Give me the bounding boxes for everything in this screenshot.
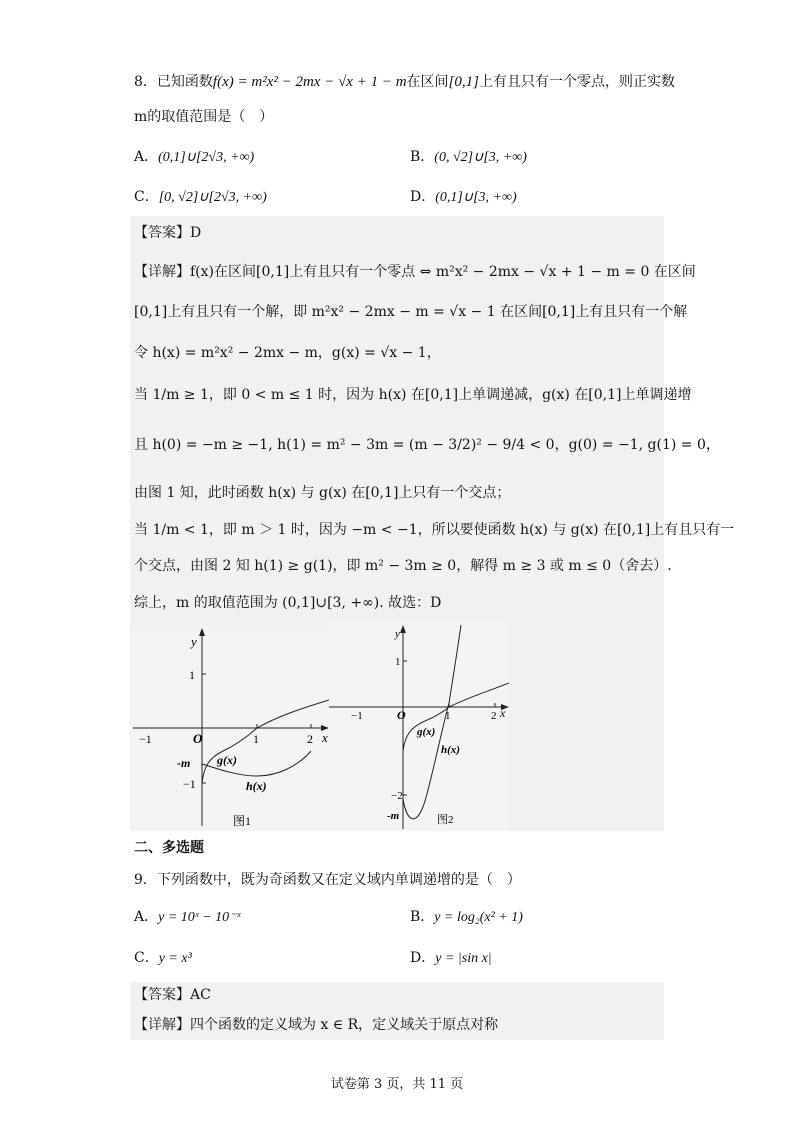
figure-1-graph (133, 626, 329, 831)
q9-answer: 【答案】AC (134, 987, 211, 1003)
figure-2 (329, 623, 509, 831)
option-label: A． (134, 909, 159, 925)
q8-option-b[interactable] (410, 146, 527, 166)
h-label: h(x) (441, 744, 460, 756)
figure-2-caption: 图2 (437, 814, 454, 826)
tick-label-y-neg2: −2 (391, 790, 403, 802)
tick-label-y-1: 1 (189, 668, 195, 682)
option-text: (0,1]∪[2√3, +∞) (158, 150, 255, 165)
option-text: y = x³ (158, 951, 192, 966)
tick-label-x-1: 1 (445, 710, 451, 722)
q8-stem-line2: m的取值范围是（ ） (134, 109, 274, 125)
q8-explain-line9: 综上，m 的取值范围为 (0,1]∪[3, +∞). 故选：D (134, 595, 442, 611)
q8-explain-line1: 【详解】f(x)在区间[0,1]上有且只有一个零点 ⇔ m²x² − 2mx − √x + 1 − m = 0 在区间 (134, 264, 696, 280)
option-label: D． (410, 950, 436, 966)
option-text: y = log₂(x² + 1) (434, 910, 523, 925)
tick-label-x-neg1: −1 (351, 710, 363, 722)
option-label: A． (134, 149, 159, 165)
option-text: (0,1]∪[3, +∞) (435, 190, 517, 205)
q9-explain: 【详解】四个函数的定义域为 x ∈ R，定义域关于原点对称 (134, 1017, 499, 1033)
q9-option-d[interactable] (410, 947, 492, 967)
option-label: C． (134, 950, 159, 966)
y-axis-label: y (191, 634, 197, 649)
origin-label: O (397, 708, 406, 722)
tick-label-x-1: 1 (253, 732, 259, 746)
tick-label-y-1: 1 (395, 656, 401, 668)
figure-1 (133, 626, 329, 831)
option-label: B． (410, 149, 435, 165)
q8-interval: [0,1] (448, 74, 479, 90)
g-label: g(x) (417, 726, 436, 738)
minus-m-label: -m (177, 756, 191, 770)
q8-tail: 上有且只有一个零点，则正实数 (478, 74, 675, 90)
figure-1-caption: 图1 (233, 814, 252, 828)
q8-explain-line4: 当 1/m ≥ 1，即 0 < m ≤ 1 时，因为 h(x) 在[0,1]上单调递减，g(x) 在[0,1]上单调递增 (134, 387, 692, 403)
q9-option-c[interactable] (134, 947, 192, 967)
q8-option-c[interactable] (134, 186, 267, 206)
option-label: C． (134, 189, 159, 205)
q8-explain-line2: [0,1]上有且只有一个解，即 m²x² − 2mx − m = √x − 1 在区间[0,1]上有且只有一个解 (134, 304, 688, 320)
page-footer: 试卷第 3 页，共 11 页 (330, 1077, 464, 1092)
q8-option-d[interactable] (410, 186, 517, 206)
q8-prefix: 8．已知函数 (134, 74, 213, 90)
q8-stem-line1 (134, 72, 675, 92)
q8-explain-line8: 个交点，由图 2 知 h(1) ≥ g(1)，即 m² − 3m ≥ 0，解得 m ≥ 3 或 m ≤ 0（舍去）. (134, 558, 672, 574)
q8-option-a[interactable] (134, 146, 254, 166)
q8-answer: 【答案】D (134, 225, 202, 241)
option-text: y = 10ˣ − 10⁻ˣ (158, 910, 241, 925)
option-label: D． (410, 189, 436, 205)
tick-label-x-neg1: −1 (139, 732, 152, 746)
tick-label-y-neg1: −1 (183, 777, 196, 791)
q9-stem: 9．下列函数中，既为奇函数又在定义域内单调递增的是（ ） (134, 872, 521, 888)
option-text: (0, √2]∪[3, +∞) (434, 150, 527, 165)
figure-2-graph (329, 623, 509, 831)
y-axis-arrow (199, 628, 205, 636)
q8-explain-line6: 由图 1 知，此时函数 h(x) 与 g(x) 在[0,1]上只有一个交点； (134, 485, 511, 501)
q8-formula: f(x) = m²x² − 2mx − √x + 1 − m (212, 74, 407, 90)
tick-label-x-2: 2 (491, 710, 497, 722)
tick-label-x-2: 2 (307, 732, 313, 746)
q8-mid: 在区间 (406, 74, 449, 90)
x-axis-label: x (500, 706, 506, 720)
minus-m-label: -m (387, 810, 400, 822)
g-label: g(x) (217, 753, 237, 767)
x-axis-label: x (322, 730, 328, 745)
option-label: B． (410, 909, 435, 925)
h-curve (403, 625, 461, 819)
option-text: [0, √2]∪[2√3, +∞) (158, 190, 267, 205)
q9-option-a[interactable] (134, 906, 241, 926)
option-text: y = |sin x| (435, 951, 492, 966)
origin-label: O (193, 731, 203, 746)
q9-option-b[interactable] (410, 906, 523, 926)
q8-explain-line7: 当 1/m < 1，即 m ＞ 1 时，因为 −m < −1，所以要使函数 h(x) 与 g(x) 在[0,1]上有且只有一 (134, 522, 735, 538)
y-axis-arrow (400, 625, 406, 633)
y-axis-label: y (395, 628, 400, 640)
q8-explain-line3: 令 h(x) = m²x² − 2mx − m，g(x) = √x − 1， (134, 345, 441, 361)
section-title: 二、多选题 (134, 840, 204, 856)
h-label: h(x) (246, 779, 267, 793)
q8-explain-line5: 且 h(0) = −m ≥ −1, h(1) = m² − 3m = (m − 3/2)² − 9/4 < 0，g(0) = −1, g(1) = 0， (134, 437, 720, 453)
